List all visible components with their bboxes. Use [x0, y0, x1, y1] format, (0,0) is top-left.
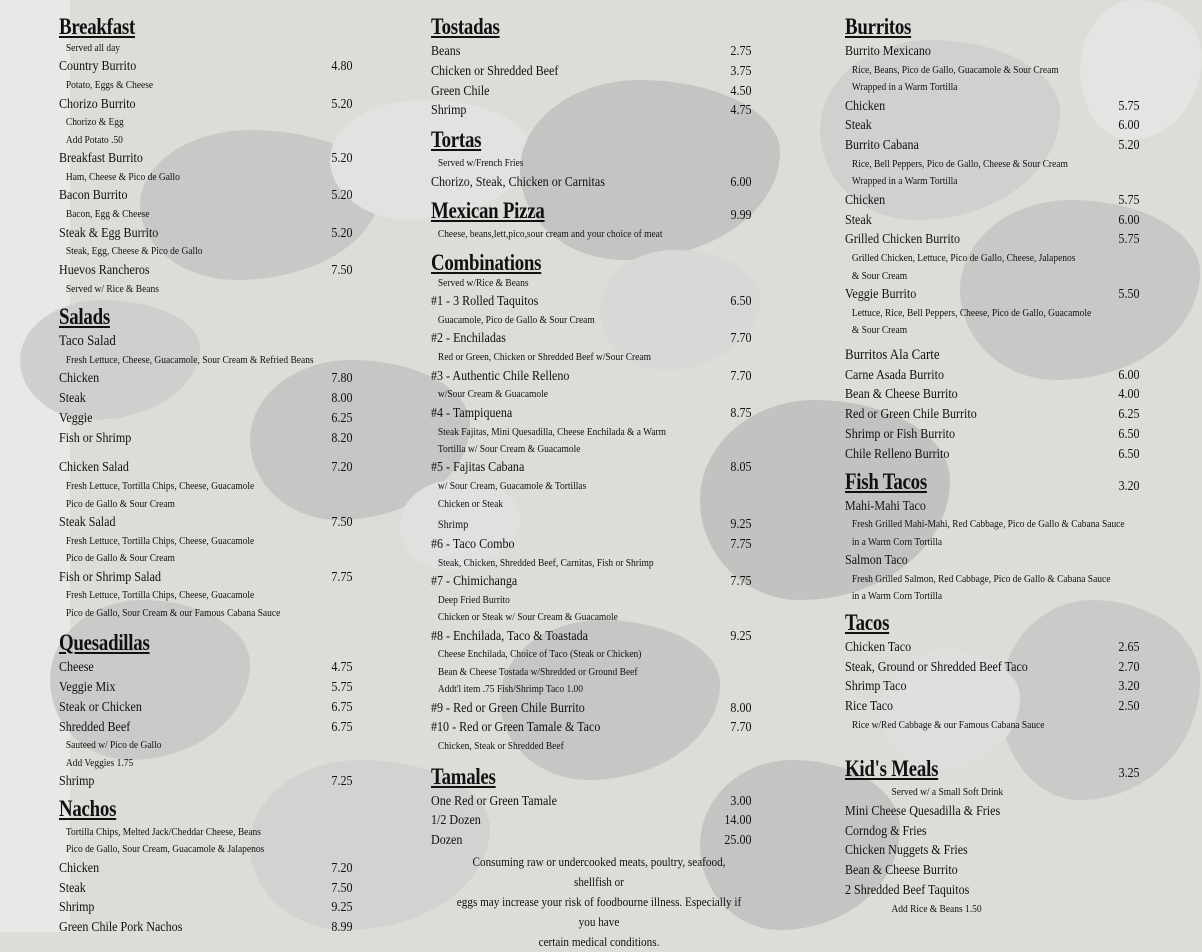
- item-name: Chicken Taco: [845, 639, 912, 655]
- menu-item: [431, 792, 751, 812]
- item-price: 6.75: [330, 719, 352, 735]
- menu-item: [431, 329, 751, 349]
- combinations-heading: Combinations: [431, 249, 542, 275]
- menu-item: [59, 389, 352, 409]
- item-name: Huevos Rancheros: [59, 262, 150, 278]
- item-price: 5.20: [330, 151, 352, 167]
- menu-item: [59, 224, 352, 244]
- burritos-ala-carte-title: Burritos Ala Carte: [845, 346, 940, 363]
- item-price: 7.75: [729, 574, 751, 590]
- item-name: Chicken: [59, 371, 100, 387]
- menu-item: [431, 831, 751, 851]
- item-name: Corndog & Fries: [845, 823, 927, 839]
- item-description: Chicken or Steak: [437, 497, 504, 510]
- menu-item: [431, 627, 751, 647]
- item-price: 8.20: [330, 430, 352, 446]
- item-price: 14.00: [723, 813, 751, 829]
- item-name: #8 - Enchilada, Taco & Toastada: [431, 628, 589, 644]
- item-name: Country Burrito: [59, 59, 137, 75]
- item-description: Served w/ Rice & Beans: [65, 282, 159, 295]
- item-price: 7.70: [729, 331, 751, 347]
- burrito-mexicano: Burrito Mexicano: [845, 44, 931, 59]
- item-description: Tortilla Chips, Melted Jack/Cheddar Cheese, Beans: [65, 826, 261, 839]
- item-price: 7.25: [330, 774, 352, 790]
- item-name: Bean & Cheese Burrito: [845, 863, 958, 879]
- menu-item: [59, 879, 352, 899]
- item-name: Bean & Cheese Burrito: [845, 387, 958, 403]
- veggie-burrito: Veggie Burrito: [845, 287, 917, 303]
- item-name: #6 - Taco Combo: [431, 536, 515, 552]
- item-name: Breakfast Burrito: [59, 151, 143, 167]
- item-price: 4.00: [1117, 387, 1139, 403]
- tortas-heading: Tortas: [431, 127, 482, 153]
- item-price: 7.75: [729, 536, 751, 552]
- item-name: #3 - Authentic Chile Relleno: [431, 368, 570, 384]
- item-price: 7.75: [330, 569, 352, 585]
- tortas-subtitle: Served w/French Fries: [437, 157, 524, 170]
- item-name: Veggie: [59, 410, 93, 426]
- item-description: w/ Sour Cream, Guacamole & Tortillas: [437, 480, 587, 493]
- menu-item: [59, 458, 352, 478]
- item-name: Mini Cheese Quesadilla & Fries: [845, 803, 1001, 819]
- nachos-heading: Nachos: [59, 796, 117, 822]
- menu-item: [431, 404, 751, 424]
- tacos-heading: Tacos: [845, 609, 890, 635]
- item-name: Shrimp: [59, 774, 95, 790]
- item-description: Sauteed w/ Pico de Gallo: [65, 739, 162, 752]
- item-price: 4.75: [330, 660, 352, 676]
- item-price: 4.50: [729, 83, 751, 99]
- item-name: Chicken Nuggets & Fries: [845, 843, 968, 859]
- item-price: 7.50: [330, 262, 352, 278]
- item-name: Carne Asada Burrito: [845, 367, 944, 383]
- item-name: #1 - 3 Rolled Taquitos: [431, 294, 539, 310]
- taco-salad-title: Taco Salad: [59, 333, 116, 350]
- item-name: Cheese: [59, 660, 94, 676]
- item-name: Steak, Ground or Shredded Beef Taco: [845, 659, 1028, 675]
- item-description: Steak, Chicken, Shredded Beef, Carnitas, Fish or Shrimp: [437, 556, 654, 569]
- item-price: 6.25: [330, 410, 352, 426]
- kids-menu-item: [845, 822, 1139, 842]
- kids-meals-price: 3.25: [1118, 766, 1139, 782]
- menu-item: [59, 369, 352, 389]
- menu-item: [431, 718, 751, 738]
- item-price: 7.80: [330, 371, 352, 387]
- item-description: Potato, Eggs & Cheese: [65, 79, 154, 92]
- menu-item: [59, 859, 352, 879]
- menu-item: [59, 918, 352, 938]
- menu-item: [845, 658, 1139, 678]
- item-name: Veggie Mix: [59, 680, 116, 696]
- item-name: Beans: [431, 44, 461, 59]
- item-description: Pico de Gallo & Sour Cream: [65, 497, 175, 510]
- menu-item: [59, 409, 352, 429]
- grilled-chicken-burrito: Grilled Chicken Burrito: [845, 232, 961, 248]
- item-price: 2.75: [729, 44, 751, 59]
- item-name: Bacon Burrito: [59, 188, 128, 204]
- menu-item: [431, 367, 751, 387]
- item-description: Steak, Egg, Cheese & Pico de Gallo: [65, 245, 203, 258]
- item-name: Shredded Beef: [59, 719, 131, 735]
- menu-item: [431, 535, 751, 555]
- item-price: 7.50: [330, 880, 352, 896]
- menu-item: [845, 366, 1139, 386]
- menu-item: Shrimp 9.25: [437, 517, 751, 533]
- item-name: Rice Taco: [845, 699, 894, 715]
- item-description: in a Warm Corn Tortilla: [851, 590, 943, 603]
- item-price: 5.20: [330, 225, 352, 241]
- item-name: Steak: [59, 880, 86, 896]
- item-name: Steak: [59, 391, 86, 407]
- item-price: 8.00: [330, 391, 352, 407]
- menu-item: [431, 572, 751, 592]
- menu-item: [845, 497, 1139, 517]
- item-name: Fish or Shrimp Salad: [59, 569, 162, 585]
- item-price: 6.50: [729, 294, 751, 310]
- rice-taco-desc: Rice w/Red Cabbage & our Famous Cabana Sauce: [851, 719, 1045, 732]
- menu-item: [59, 95, 352, 115]
- item-price: 8.99: [330, 920, 352, 936]
- item-description: in a Warm Corn Tortilla: [851, 535, 943, 548]
- item-price: 3.00: [729, 793, 751, 809]
- item-price: 8.75: [729, 405, 751, 421]
- item-price: 7.70: [729, 368, 751, 384]
- item-description: Deep Fried Burrito: [437, 593, 510, 606]
- item-name: 2 Shredded Beef Taquitos: [845, 883, 970, 899]
- item-price: 5.20: [330, 188, 352, 204]
- item-name: #9 - Red or Green Chile Burrito: [431, 700, 585, 716]
- item-price: 6.75: [330, 699, 352, 715]
- mexican-pizza-price: 9.99: [730, 208, 751, 224]
- kids-menu-item: [845, 802, 1139, 822]
- item-name: #10 - Red or Green Tamale & Taco: [431, 720, 601, 736]
- item-description: Chicken or Steak w/ Sour Cream & Guacamole: [437, 611, 618, 624]
- combinations-subtitle: Served w/Rice & Beans: [437, 276, 529, 289]
- menu-item: [59, 513, 352, 533]
- item-price: 6.00: [1117, 367, 1139, 383]
- item-description: Chorizo & Egg: [65, 116, 124, 129]
- item-price: 3.75: [729, 63, 751, 79]
- menu-item: [431, 101, 751, 121]
- item-description: Bacon, Egg & Cheese: [65, 208, 150, 221]
- item-name: Salmon Taco: [845, 553, 908, 569]
- burrito-cabana: Burrito Cabana: [845, 138, 919, 154]
- item-price: 6.50: [1117, 427, 1139, 443]
- menu-item: [59, 149, 352, 169]
- menu-item: [845, 638, 1139, 658]
- quesadillas-heading: Quesadillas: [59, 630, 150, 656]
- item-name: Chicken or Shredded Beef: [431, 63, 559, 79]
- mexican-pizza-desc: Cheese, beans,lett,pico,sour cream and your choice of meat: [437, 228, 663, 241]
- item-price: 7.70: [729, 720, 751, 736]
- menu-item: [59, 57, 352, 77]
- item-name: Fish or Shrimp: [59, 430, 132, 446]
- kids-meals-heading: Kid's Meals: [845, 756, 939, 782]
- item-price: 7.20: [330, 460, 352, 476]
- item-price: 6.25: [1117, 407, 1139, 423]
- item-price: 2.65: [1117, 639, 1139, 655]
- column-right: Burritos Burrito Mexicano Rice, Beans, Pico de Gallo, Guacamole & Sour Cream Wrapped in a Warm Tortilla Chicken 5.75 Steak 6.00 Burrito Cabana 5.20 Rice, Bell Peppers, Pico de Gallo, Cheese & Sour Cream Wrapped in a Warm Tortilla Chicken 5.75 Steak 6.00 Grilled Chicken Burrito 5.75 Grilled Chicken, Lettuce, Pico de Gallo, Cheese, Jalapenos & Sour Cream Veggie Burrito 5.50 Lettuce, Rice, Bell Peppers, Cheese, Pico de Gallo, Guacamole & Sour Cream Burritos Ala Carte Carne Asada Burrito 6.00 Bean & Cheese Burrito 4.00 Red or Green Chile Burrito 6.25 Shrimp or Fish Burrito 6.50 Chile Relleno Burrito 6.50 Fish Tacos 3.20 Mahi-Mahi Taco Fresh Grilled Mahi-Mahi, Red Cabbage, Pico de Gallo & Cabana Sauce in a Warm Corn Tortilla Salmon Taco Fresh Grilled Salmon, Red Cabbage, Pico de Gallo & Cabana Sauce in a Warm Corn Tortilla Tacos Chicken Taco 2.65 Steak, Ground or Shredded Beef Taco 2.70 Shrimp Taco 3.20 Rice Taco 2.50 Rice w/Red Cabbage & our Famous Cabana Sauce Kid's Meals 3.25 Served w/ a Small Soft Drink Mini Cheese Quesadilla & Fries Corndog & Fries Chicken Nuggets & Fries Bean & Cheese Burrito 2 Shredded Beef Taquitos Add Rice & Beans 1.50: [845, 12, 1139, 918]
- item-description: Cheese Enchilada, Choice of Taco (Steak or Chicken): [437, 648, 642, 661]
- fish-tacos-price: 3.20: [1118, 478, 1139, 494]
- item-price: 5.20: [330, 96, 352, 112]
- menu-item: [59, 186, 352, 206]
- salads-heading: Salads: [59, 304, 110, 330]
- item-description: Tortilla w/ Sour Cream & Guacamole: [437, 443, 581, 456]
- item-name: Green Chile Pork Nachos: [59, 920, 183, 936]
- item-description: Bean & Cheese Tostada w/Shredded or Ground Beef: [437, 665, 638, 678]
- item-name: Red or Green Chile Burrito: [845, 407, 977, 423]
- item-name: Steak or Chicken: [59, 699, 142, 715]
- item-name: Shrimp: [59, 900, 95, 916]
- item-price: 25.00: [723, 833, 751, 849]
- menu-item: [845, 445, 1139, 465]
- menu-item: [59, 658, 352, 678]
- item-name: 1/2 Dozen: [431, 813, 481, 829]
- burritos-heading: Burritos: [845, 14, 912, 39]
- item-description: Ham, Cheese & Pico de Gallo: [65, 171, 180, 184]
- menu-item: [431, 173, 751, 193]
- kids-menu-item: [845, 841, 1139, 861]
- menu-item: [59, 678, 352, 698]
- item-description: Pico de Gallo & Sour Cream: [65, 552, 175, 565]
- column-middle: [431, 12, 751, 851]
- kids-menu-item: [845, 861, 1139, 881]
- menu-item: [845, 677, 1139, 697]
- menu-item: [59, 261, 352, 281]
- item-name: #2 - Enchiladas: [431, 331, 506, 347]
- menu-item: [431, 292, 751, 312]
- item-name: Chorizo, Steak, Chicken or Carnitas: [431, 174, 605, 190]
- item-description: Red or Green, Chicken or Shredded Beef w/Sour Cream: [437, 351, 651, 364]
- menu-item: [431, 699, 751, 719]
- menu-item: [431, 811, 751, 831]
- item-description: Add Veggies 1.75: [65, 756, 134, 769]
- breakfast-subtitle: Served all day: [65, 42, 121, 54]
- item-name: Chicken Salad: [59, 460, 129, 476]
- item-name: #5 - Fajitas Cabana: [431, 460, 525, 476]
- menu-item: [845, 551, 1139, 571]
- item-price: 8.00: [729, 700, 751, 716]
- item-name: One Red or Green Tamale: [431, 793, 557, 809]
- menu-item: [845, 425, 1139, 445]
- item-description: Pico de Gallo, Sour Cream & our Famous Cabana Sauce: [65, 606, 281, 619]
- item-name: Chile Relleno Burrito: [845, 446, 950, 462]
- menu-item: [59, 698, 352, 718]
- mexican-pizza-heading: Mexican Pizza: [431, 198, 545, 224]
- menu-item: [59, 898, 352, 918]
- item-name: Chicken: [59, 860, 100, 876]
- item-description: Fresh Grilled Salmon, Red Cabbage, Pico de Gallo & Cabana Sauce: [851, 573, 1111, 586]
- tostadas-heading: Tostadas: [431, 14, 500, 39]
- item-price: 7.20: [330, 860, 352, 876]
- item-name: Shrimp Taco: [845, 679, 907, 695]
- item-description: Add Potato .50: [65, 133, 123, 146]
- item-name: #4 - Tampiquena: [431, 405, 513, 421]
- menu-item: [431, 458, 751, 478]
- fish-tacos-heading: Fish Tacos: [845, 468, 927, 494]
- item-price: 4.80: [330, 59, 352, 75]
- taco-salad-desc: Fresh Lettuce, Cheese, Guacamole, Sour Cream & Refried Beans: [65, 353, 314, 366]
- item-description: Fresh Lettuce, Tortilla Chips, Cheese, Guacamole: [65, 534, 255, 547]
- item-name: Chorizo Burrito: [59, 96, 136, 112]
- item-name: Green Chile: [431, 83, 490, 99]
- item-name: #7 - Chimichanga: [431, 574, 518, 590]
- item-name: Dozen: [431, 833, 463, 849]
- item-price: 7.50: [330, 515, 352, 531]
- item-price: 5.75: [330, 680, 352, 696]
- item-description: Fresh Lettuce, Tortilla Chips, Cheese, Guacamole: [65, 480, 255, 493]
- menu-item: [431, 62, 751, 82]
- item-description: Chicken, Steak or Shredded Beef: [437, 740, 564, 753]
- item-price: 2.70: [1117, 659, 1139, 675]
- food-safety-notice: Consuming raw or undercooked meats, poultry, seafood, shellfish or eggs may increase your risk of foodbourne illness. Especially if you have certain medical conditions.: [456, 854, 742, 949]
- kids-menu-item: [845, 881, 1139, 901]
- item-description: Guacamole, Pico de Gallo & Sour Cream: [437, 314, 595, 326]
- menu-item: [845, 405, 1139, 425]
- tamales-heading: Tamales: [431, 763, 496, 789]
- item-name: Shrimp: [431, 103, 467, 119]
- item-price: 9.25: [729, 628, 751, 644]
- menu-item: [845, 697, 1139, 717]
- menu-item: [59, 429, 352, 449]
- item-price: 4.75: [729, 103, 751, 119]
- menu-item: [59, 772, 352, 792]
- menu-item: [431, 42, 751, 62]
- item-description: Steak Fajitas, Mini Quesadilla, Cheese Enchilada & a Warm: [437, 425, 667, 438]
- item-price: 3.20: [1117, 679, 1139, 695]
- item-price: 8.05: [729, 460, 751, 476]
- menu-item: [59, 718, 352, 738]
- item-description: w/Sour Cream & Guacamole: [437, 388, 548, 401]
- item-name: Mahi-Mahi Taco: [845, 498, 926, 514]
- item-price: 6.00: [729, 174, 751, 190]
- menu-item: [431, 82, 751, 102]
- menu-item: [59, 568, 352, 588]
- kids-meals-subtitle: Served w/ a Small Soft Drink: [891, 786, 1004, 799]
- item-description: Fresh Lettuce, Tortilla Chips, Cheese, Guacamole: [65, 589, 255, 602]
- item-description: Addt'l item .75 Fish/Shrimp Taco 1.00: [437, 683, 584, 696]
- item-price: 9.25: [330, 900, 352, 916]
- item-name: Steak & Egg Burrito: [59, 225, 159, 241]
- item-price: 6.50: [1117, 446, 1139, 462]
- kids-extra: Add Rice & Beans 1.50: [891, 902, 982, 915]
- item-description: Fresh Grilled Mahi-Mahi, Red Cabbage, Pico de Gallo & Cabana Sauce: [851, 518, 1125, 531]
- breakfast-heading: Breakfast: [59, 14, 136, 39]
- menu-item: [845, 385, 1139, 405]
- item-name: Steak Salad: [59, 515, 116, 531]
- column-left: [59, 12, 352, 938]
- item-price: 2.50: [1117, 699, 1139, 715]
- item-description: Pico de Gallo, Sour Cream, Guacamole & Jalapenos: [65, 843, 265, 856]
- item-name: Shrimp or Fish Burrito: [845, 427, 956, 443]
